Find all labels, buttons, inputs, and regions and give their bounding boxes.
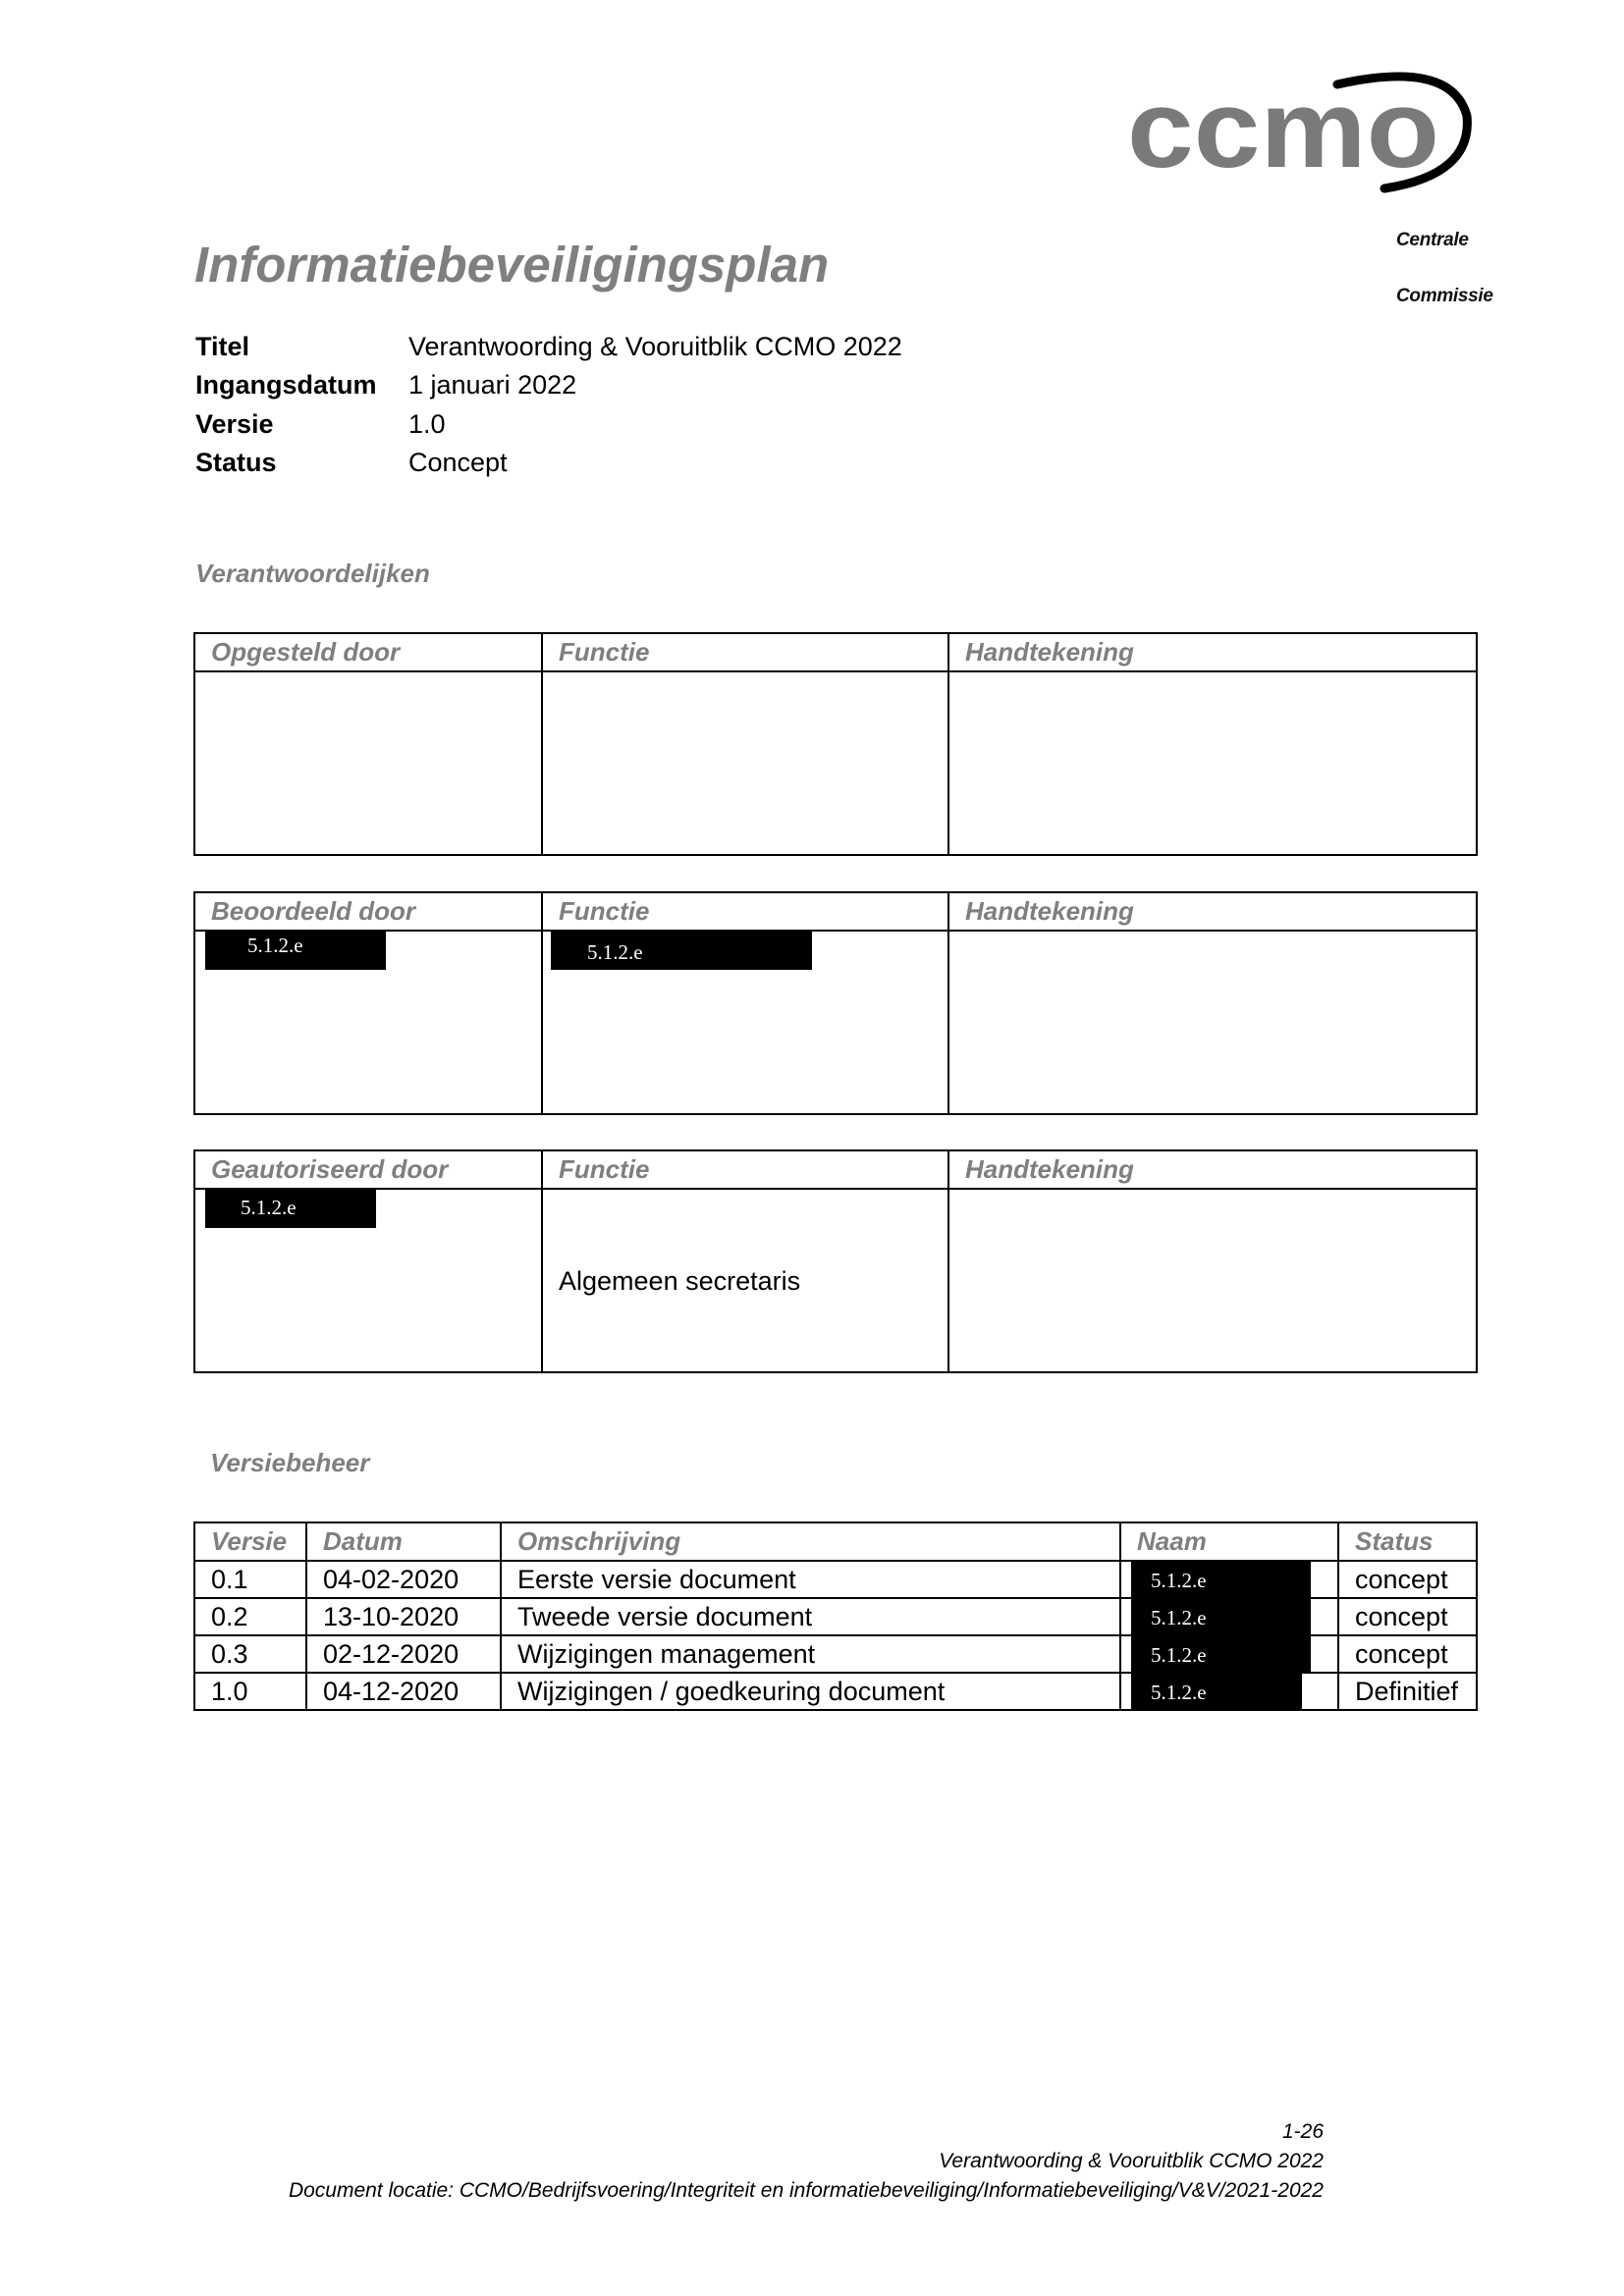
opgesteld-door-table	[193, 632, 1478, 856]
cell-status: concept	[1338, 1635, 1477, 1673]
meta-value: Verantwoording & Vooruitblik CCMO 2022	[408, 332, 902, 361]
table-row	[194, 1561, 1477, 1598]
column-header: Beoordeeld door	[194, 892, 542, 931]
cell-datum: 04-02-2020	[306, 1561, 501, 1598]
meta-label: Titel	[195, 332, 250, 361]
table-row	[194, 1598, 1477, 1635]
meta-row-status	[195, 444, 902, 482]
redaction-label: 5.1.2.e	[241, 1196, 297, 1219]
table-cell	[542, 931, 948, 1114]
redaction-block	[205, 932, 386, 970]
table-cell	[194, 671, 542, 855]
logo-line-commissie: Commissie	[1396, 286, 1493, 306]
redaction-label: 5.1.2.e	[1151, 1606, 1207, 1629]
footer-document-location: Document locatie: CCMO/Bedrijfsvoering/Integriteit en informatiebeveiliging/Informatiebeveiliging/V&V/2021-2022	[288, 2179, 1324, 2202]
cell-versie: 1.0	[194, 1673, 306, 1710]
redaction-block	[551, 932, 812, 970]
meta-value: Concept	[408, 447, 508, 477]
signature-cell	[948, 931, 1477, 1114]
redaction-label: 5.1.2.e	[1151, 1681, 1207, 1704]
meta-label: Versie	[195, 408, 274, 439]
section-heading-verantwoordelijken: Verantwoordelijken	[195, 559, 430, 588]
signature-cell	[948, 671, 1477, 855]
ccmo-logo	[1127, 65, 1476, 194]
cell-omschrijving: Wijzigingen / goedkeuring document	[501, 1673, 1120, 1710]
meta-value: 1.0	[408, 408, 446, 439]
cell-naam	[1120, 1673, 1338, 1710]
redaction-block	[1131, 1561, 1311, 1598]
meta-row-titel	[195, 328, 902, 366]
section-heading-versiebeheer: Versiebeheer	[210, 1448, 370, 1477]
geautoriseerd-door-table	[193, 1149, 1478, 1373]
cell-omschrijving: Eerste versie document	[501, 1561, 1120, 1598]
redaction-block	[1131, 1598, 1311, 1635]
cell-datum: 04-12-2020	[306, 1673, 501, 1710]
table-row	[194, 1635, 1477, 1673]
logo-wordmark: ccmo	[1127, 68, 1439, 190]
column-header-status: Status	[1338, 1522, 1477, 1561]
table-row	[194, 1673, 1477, 1710]
meta-row-versie	[195, 405, 902, 444]
cell-status: concept	[1338, 1598, 1477, 1635]
column-header-versie: Versie	[194, 1522, 306, 1561]
column-header: Handtekening	[948, 633, 1477, 671]
table-cell	[194, 931, 542, 1114]
column-header: Functie	[542, 892, 948, 931]
meta-value: 1 januari 2022	[408, 370, 577, 400]
cell-omschrijving: Tweede versie document	[501, 1598, 1120, 1635]
cell-omschrijving: Wijzigingen management	[501, 1635, 1120, 1673]
redaction-block	[205, 1190, 376, 1228]
column-header: Functie	[542, 1150, 948, 1189]
column-header-datum: Datum	[306, 1522, 501, 1561]
function-cell: Algemeen secretaris	[542, 1189, 948, 1372]
redaction-block	[1131, 1635, 1311, 1673]
meta-label: Ingangsdatum	[195, 370, 377, 400]
column-header-naam: Naam	[1120, 1522, 1338, 1561]
version-table	[193, 1522, 1478, 1711]
cell-versie: 0.3	[194, 1635, 306, 1673]
meta-row-ingangsdatum	[195, 366, 902, 404]
cell-status: Definitief	[1338, 1673, 1477, 1710]
cell-versie: 0.2	[194, 1598, 306, 1635]
footer-document-title: Verantwoording & Vooruitblik CCMO 2022	[939, 2150, 1324, 2172]
footer-page-number: 1-26	[1281, 2120, 1324, 2143]
cell-status: concept	[1338, 1561, 1477, 1598]
logo-line-centrale: Centrale	[1396, 230, 1469, 250]
cell-versie: 0.1	[194, 1561, 306, 1598]
redaction-label: 5.1.2.e	[587, 940, 643, 964]
redaction-label: 5.1.2.e	[1151, 1643, 1207, 1667]
cell-naam	[1120, 1561, 1338, 1598]
document-meta	[195, 328, 902, 482]
beoordeeld-door-table	[193, 891, 1478, 1115]
column-header: Handtekening	[948, 1150, 1477, 1189]
column-header: Handtekening	[948, 892, 1477, 931]
redaction-label: 5.1.2.e	[247, 934, 303, 957]
cell-naam	[1120, 1598, 1338, 1635]
redaction-block	[1131, 1673, 1302, 1710]
column-header: Geautoriseerd door	[194, 1150, 542, 1189]
table-cell	[542, 671, 948, 855]
cell-datum: 13-10-2020	[306, 1598, 501, 1635]
cell-naam	[1120, 1635, 1338, 1673]
column-header-omschrijving: Omschrijving	[501, 1522, 1120, 1561]
redaction-label: 5.1.2.e	[1151, 1569, 1207, 1592]
signature-cell	[948, 1189, 1477, 1372]
table-cell	[194, 1189, 542, 1372]
cell-datum: 02-12-2020	[306, 1635, 501, 1673]
column-header: Opgesteld door	[194, 633, 542, 671]
column-header: Functie	[542, 633, 948, 671]
meta-label: Status	[195, 447, 277, 477]
document-title: Informatiebeveiligingsplan	[194, 237, 830, 293]
